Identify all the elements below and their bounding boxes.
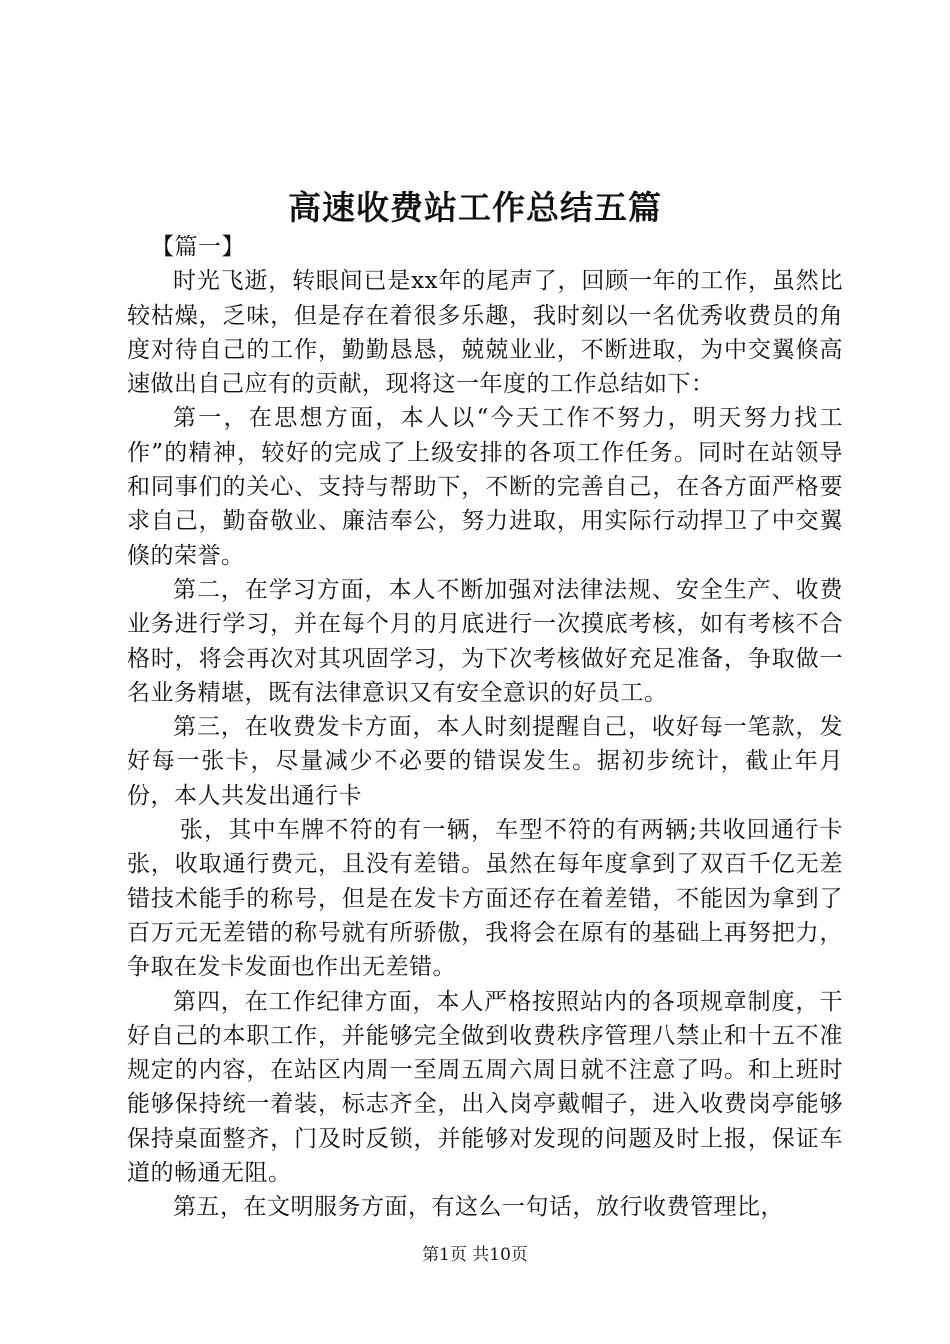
section-heading: 【篇一】 [151, 234, 245, 260]
paragraph: 第三，在收费发卡方面，本人时刻提醒自己，收好每一笔款，发好每一张卡，尽量减少不必要的错误发生。据初步统计，截止年月份，本人共发出通行卡 [127, 714, 843, 809]
paragraph: 第一，在思想方面，本人以“今天工作不努力，明天努力找工作”的精神，较好的完成了上级安排的各项工作任务。同时在站领导和同事们的关心、支持与帮助下，不断的完善自己，在各方面严格要求自己，勤奋敬业、廉洁奉公，努力进取，用实际行动捍卫了中交翼倏的荣誉。 [127, 405, 843, 569]
document-body [127, 230, 843, 1225]
paragraph: 张，其中车牌不符的有一辆，车型不符的有两辆;共收回通行卡张，收取通行费元，且没有差错。虽然在每年度拿到了双百千亿无差错技术能手的称号，但是在发卡方面还存在着差错，不能因为拿到了百万元无差错的称号就有所骄傲，我将会在原有的基础上再努把力，争取在发卡发面也作出无差错。 [127, 817, 843, 981]
paragraph: 第二，在学习方面，本人不断加强对法律法规、安全生产、收费业务进行学习，并在每个月的月底进行一次摸底考核，如有考核不合格时，将会再次对其巩固学习，为下次考核做好充足准备，争取做一名业务精堪，既有法律意识又有安全意识的好员工。 [127, 576, 843, 706]
paragraph: 第五，在文明服务方面，有这么一句话，放行收费管理比， [173, 1194, 784, 1221]
paragraph: 时光飞逝，转眼间已是xx年的尾声了，回顾一年的工作，虽然比较枯燥，乏味，但是存在着很多乐趣，我时刻以一名优秀收费员的角度对待自己的工作，勤勤恳恳，兢兢业业，不断进取，为中交翼倏高速做出自己应有的贡献，现将这一年度的工作总结如下： [127, 268, 843, 398]
page-number-footer: 第1页 共10页 [422, 1245, 528, 1265]
paragraph: 第四，在工作纪律方面，本人严格按照站内的各项规章制度，干好自己的本职工作，并能够完全做到收费秩序管理八禁止和十五不准规定的内容，在站区内周一至周五周六周日就不注意了吗。和上班时能够保持统一着装，标志齐全，出入岗亭戴帽子，进入收费岗亭能够保持桌面整齐，门及时反锁，并能够对发现的问题及时上报，保证车道的畅通无阻。 [127, 988, 843, 1187]
document-title: 高速收费站工作总结五篇 [288, 188, 662, 227]
